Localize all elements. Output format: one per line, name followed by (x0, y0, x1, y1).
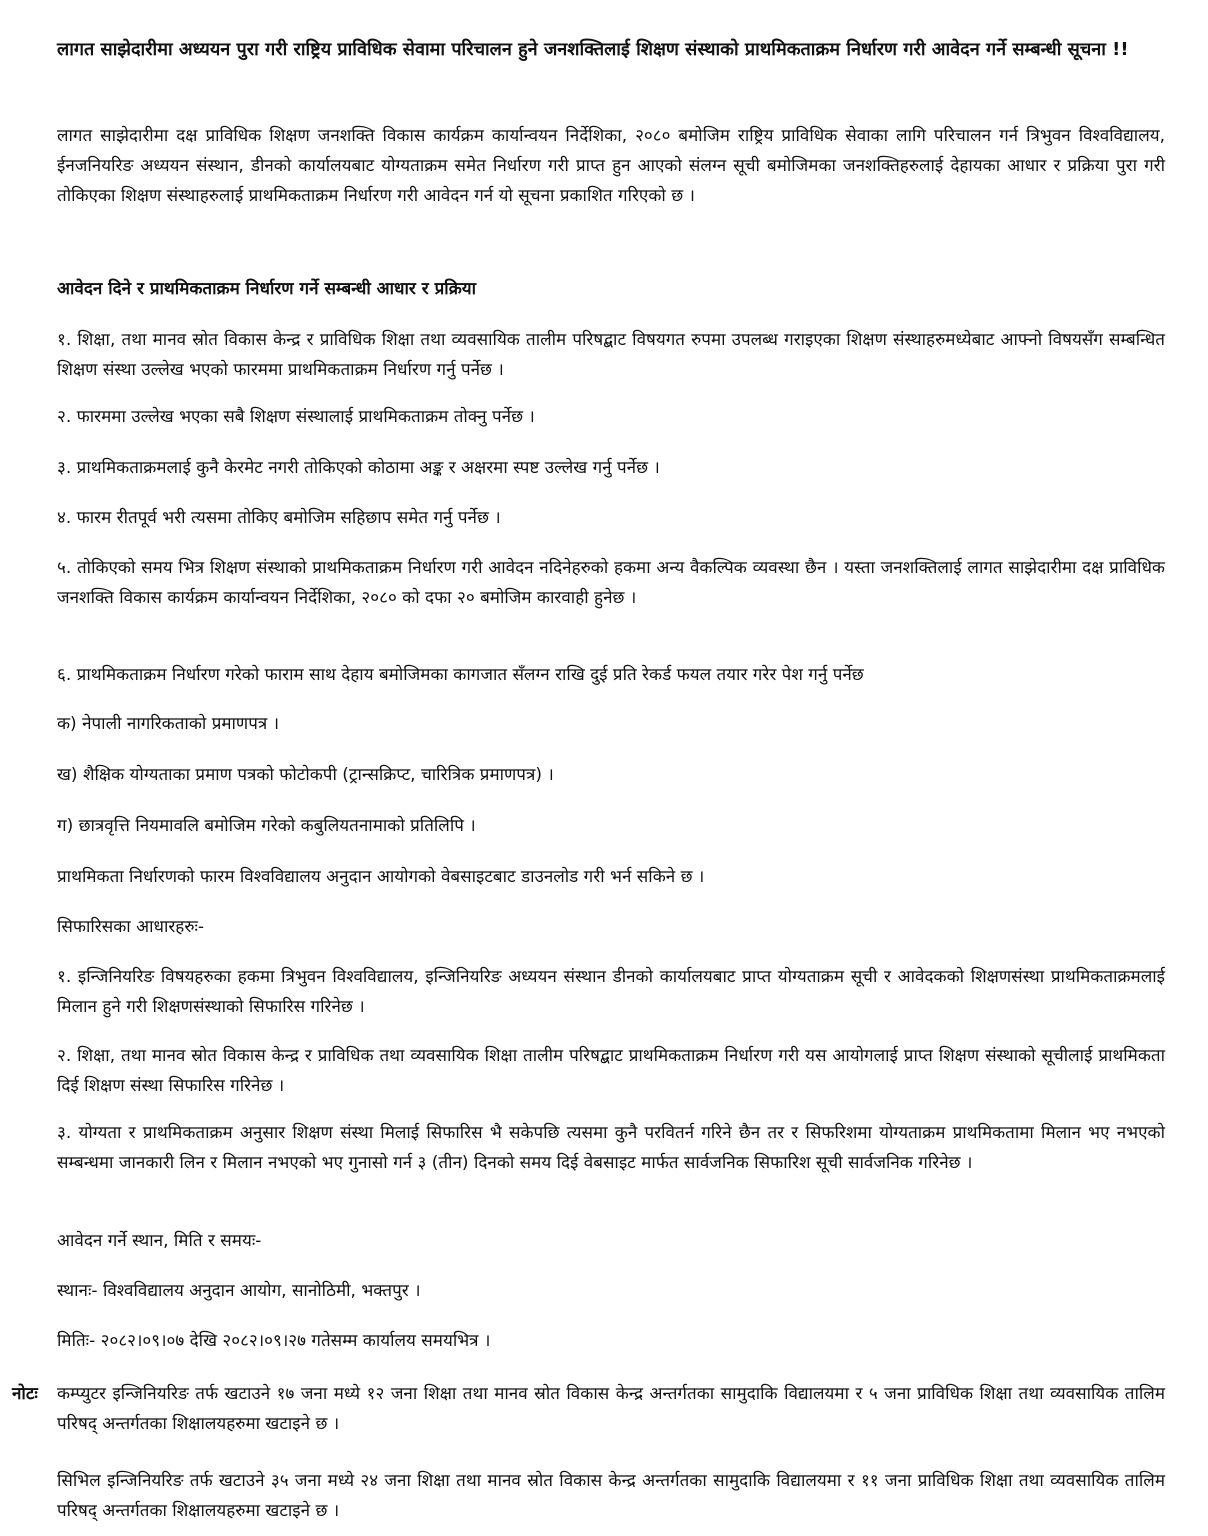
application-date: मितिः- २०८२।०९।०७ देखि २०८२।०९।२७ गतेसम्म कार्यालय समयभित्र । (57, 1331, 491, 1351)
recommendation-item-1: १. इन्जिनियरिङ विषयहरुका हकमा त्रिभुवन विश्वविद्यालय, इन्जिनियरिङ अध्ययन संस्थान डीनको कार्यालयबाट प्राप्त योग्यताक्रम सूची र आवेदकको शिक्षणसंस्था प्राथमिकताक्रमलाई मिलान हुने गरी शिक्षणसंस्थाको सिफारिस गरिनेछ । (57, 967, 1165, 1017)
procedure-item-1: १. शिक्षा, तथा मानव स्रोत विकास केन्द्र र प्राविधिक शिक्षा तथा व्यवसायिक तालीम परिषद्बाट विषयगत रुपमा उपलब्ध गराइएका शिक्षण संस्थाहरुमध्येबाट आफ्नो विषयसँग सम्बन्धित शिक्षण संस्था उल्लेख भएको फारममा प्राथमिकताक्रम निर्धारण गर्नु पर्नेछ । (57, 330, 1165, 380)
notice-title: लागत साझेदारीमा अध्ययन पुरा गरी राष्ट्रिय प्राविधिक सेवामा परिचालन हुने जनशक्तिलाई शिक्षण संस्थाको प्राथमिकताक्रम निर्धारण गरी आवेदन गर्ने सम्बन्धी सूचना !! (57, 39, 1129, 60)
recommendation-heading: सिफारिसका आधारहरुः- (57, 917, 205, 937)
intro-paragraph: लागत साझेदारीमा दक्ष प्राविधिक शिक्षण जनशक्ति विकास कार्यक्रम कार्यान्वयन निर्देशिका, २०८० बमोजिम राष्ट्रिय प्राविधिक सेवाका लागि परिचालन गर्न त्रिभुवन विश्वविद्यालय, ईनजनियरिङ अध्ययन संस्थान, डीनको कार्यालयबाट योग्यताक्रम समेत निर्धारण गरी प्राप्त हुन आएको संलग्न सूची बमोजिमका जनशक्तिहरुलाई देहायका आधार र प्रक्रिया पुरा गरी तोकिएका शिक्षण संस्थाहरुलाई प्राथमिकताक्रम निर्धारण गरी आवेदन गर्न यो सूचना प्रकाशित गरिएको छ । (57, 126, 1165, 206)
recommendation-item-2: २. शिक्षा, तथा मानव स्रोत विकास केन्द्र र प्राविधिक तथा व्यवसायिक शिक्षा तालीम परिषद्बाट प्राथमिकताक्रम निर्धारण गरी यस आयोगलाई प्राप्त शिक्षण संस्थाको सूचीलाई प्राथमिकता दिई शिक्षण संस्था सिफारिस गरिनेछ । (57, 1046, 1165, 1096)
note-label: नोटः (12, 1384, 38, 1404)
procedure-item-6: ६. प्राथमिकताक्रम निर्धारण गरेको फाराम साथ देहाय बमोजिमका कागजात सँलग्न राखि दुई प्रति रेकर्ड फयल तयार गरेर पेश गर्नु पर्नेछ (57, 665, 864, 685)
procedure-heading: आवेदन दिने र प्राथमिकताक्रम निर्धारण गर्ने सम्बन्धी आधार र प्रक्रिया (57, 279, 477, 299)
recommendation-item-3: ३. योग्यता र प्राथमिकताक्रम अनुसार शिक्षण संस्था मिलाई सिफारिस भै सकेपछि त्यसमा कुनै परवितर्न गरिने छैन तर र सिफरिशमा योग्यताक्रम प्राथमिकतामा मिलान भए नभएको सम्बन्धमा जानकारी लिन र मिलान नभएको भए गुनासो गर्न ३ (तीन) दिनको समय दिई वेबसाइट मार्फत सार्वजनिक सिफारिश सूची सार्वजनिक गरिनेछ । (57, 1123, 1165, 1173)
download-note: प्राथमिकता निर्धारणको फारम विश्वविद्यालय अनुदान आयोगको वेबसाइटबाट डाउनलोड गरी भर्न सकिने छ । (57, 867, 705, 887)
application-heading: आवेदन गर्ने स्थान, मिति र समयः- (57, 1231, 262, 1251)
procedure-item-4: ४. फारम रीतपूर्व भरी त्यसमा तोकिए बमोजिम सहिछाप समेत गर्नु पर्नेछ । (57, 508, 501, 528)
note-civil-engineering: सिभिल इन्जिनियरिङ तर्फ खटाउने ३५ जना मध्ये २४ जना शिक्षा तथा मानव स्रोत विकास केन्द्र अन्तर्गतका सामुदाकि विद्यालयमा र ११ जना प्राविधिक शिक्षा तथा व्यवसायिक तालिम परिषद् अन्तर्गतका शिक्षालयहरुमा खटाइने छ । (57, 1471, 1165, 1521)
document-item-ka: क) नेपाली नागरिकताको प्रमाणपत्र । (57, 714, 280, 734)
application-place: स्थानः- विश्वविद्यालय अनुदान आयोग, सानोठिमी, भक्तपुर । (57, 1281, 421, 1301)
procedure-item-5: ५. तोकिएको समय भित्र शिक्षण संस्थाको प्राथमिकताक्रम निर्धारण गरी आवेदन नदिनेहरुको हकमा अन्य वैकल्पिक व्यवस्था छैन । यस्ता जनशक्तिलाई लागत साझेदारीमा दक्ष प्राविधिक जनशक्ति विकास कार्यक्रम कार्यान्वयन निर्देशिका, २०८० को दफा २० बमोजिम कारवाही हुनेछ । (57, 558, 1165, 608)
document-item-kha: ख) शैक्षिक योग्यताका प्रमाण पत्रको फोटोकपी (ट्रान्सक्रिप्ट, चारित्रिक प्रमाणपत्र) । (57, 765, 554, 785)
document-item-ga: ग) छात्रवृत्ति नियमावलि बमोजिम गरेको कबुलियतनामाको प्रतिलिपि । (57, 816, 476, 836)
procedure-item-2: २. फारममा उल्लेख भएका सबै शिक्षण संस्थालाई प्राथमिकताक्रम तोक्नु पर्नेछ । (57, 407, 535, 427)
procedure-item-3: ३. प्राथमिकताक्रमलाई कुनै केरमेट नगरी तोकिएको कोठामा अङ्क र अक्षरमा स्पष्ट उल्लेख गर्नु पर्नेछ । (57, 458, 660, 478)
note-computer-engineering: कम्प्युटर इन्जिनियरिङ तर्फ खटाउने १७ जना मध्ये १२ जना शिक्षा तथा मानव स्रोत विकास केन्द्र अन्तर्गतका सामुदाकि विद्यालयमा र ५ जना प्राविधिक शिक्षा तथा व्यवसायिक तालिम परिषद् अन्तर्गतका शिक्षालयहरुमा खटाइने छ । (57, 1384, 1165, 1434)
